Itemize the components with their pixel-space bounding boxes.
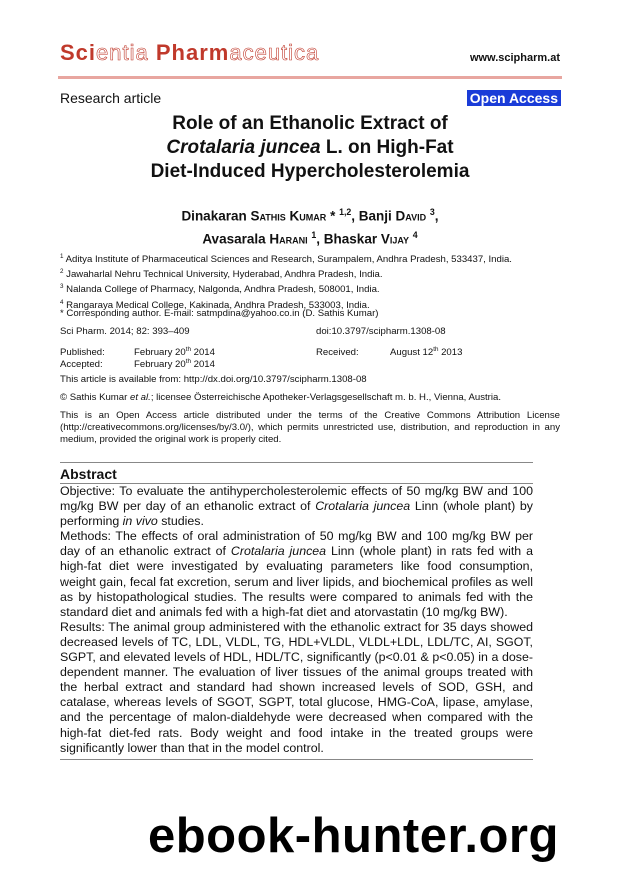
abstract-results: Results: The animal group administered with the ethanolic extract for 35 days showed decreased levels of TC, LDL, VLDL, TG, HDL+VLDL, VLDL+LDL, LDL/TC, AI, SGOT, SGPT, and elevated levels of HDL, HDL/TC, significantly (p<0.01 & p<0.05) in a dose-dependent manner. The evaluation of liver tissues of the animal groups treated with the herbal extract and standard had shown increased levels of SOD, GSH, and catalase, whereas levels of SGOT, SGPT, total glucose, HMG-CoA, lipase, amylase, and the percentage of malon-dialdehyde were decreased when compared with the high-fat diet-fed rats. Body weight and food intake in the treated groups were significantly lower than that in the model control. bbox=[60, 619, 533, 755]
copyright-post: ; licensee Österreichische Apotheker-Verlagsgesellschaft m. b. H., Vienna, Austria. bbox=[150, 392, 501, 403]
copyright-note bbox=[60, 392, 560, 404]
affiliation-2 bbox=[60, 266, 560, 281]
received-label: Received: bbox=[316, 347, 359, 359]
title-line-3: Diet-Induced Hypercholesterolemia bbox=[150, 161, 470, 182]
title-species: Crotalaria juncea bbox=[166, 137, 321, 158]
author-2-affil: 3 bbox=[429, 207, 435, 217]
journal-logo bbox=[60, 40, 319, 66]
objective-text-c: studies. bbox=[157, 514, 204, 529]
methods-text-a: Methods: The effects of oral administration of 50 mg/kg BW and 100 mg/kg BW per day of an ethanolic extract of bbox=[60, 529, 533, 559]
logo-text-1: Sci bbox=[60, 40, 97, 65]
accepted-date bbox=[60, 356, 215, 371]
affiliations bbox=[60, 251, 560, 312]
author-2-last: David bbox=[395, 208, 427, 224]
availability-note: This article is available from: http://dx.doi.org/10.3797/scipharm.1308-08 bbox=[60, 374, 367, 385]
author-3-first: Avasarala bbox=[202, 231, 270, 246]
accepted-label: Accepted: bbox=[60, 359, 103, 371]
received-value: August 12 bbox=[390, 347, 434, 359]
article-type: Research article bbox=[60, 90, 162, 106]
author-2-first: Banji bbox=[358, 208, 396, 224]
affiliation-num: 3 bbox=[60, 283, 64, 291]
affiliation-num: 2 bbox=[60, 268, 64, 276]
license-note: This is an Open Access article distributed under the terms of the Creative Commons Attribution License (http://creativecommons.org/licenses/by/3.0/), which permits unrestricted use, distribution, and reproduction in any medium, provided the original work is properly cited. bbox=[60, 410, 560, 445]
journal-url[interactable]: www.scipharm.at bbox=[469, 52, 560, 64]
accepted-year: 2014 bbox=[190, 359, 215, 371]
logo-text-3: Pharm bbox=[148, 40, 230, 65]
affiliation-text: Rangaraya Medical College, Kakinada, Andhra Pradesh, 533003, India. bbox=[66, 299, 370, 311]
abstract-section bbox=[60, 462, 533, 760]
author-list bbox=[60, 203, 560, 248]
authors-line-2: Avasarala Harani $^1$, Bhaskar Vijay $^4$ bbox=[202, 229, 418, 246]
abstract-bottom-rule bbox=[60, 759, 533, 760]
author-3-affil: 1 bbox=[311, 229, 317, 240]
received-date bbox=[316, 344, 462, 359]
doi[interactable]: doi:10.3797/scipharm.1308-08 bbox=[316, 326, 446, 337]
author-4-last: Vijay bbox=[380, 231, 410, 246]
author-4-affil: 4 bbox=[412, 229, 418, 240]
affiliation-text: Aditya Institute of Pharmaceutical Sciences and Research, Surampalem, Andhra Pradesh, 533437, India. bbox=[65, 254, 512, 266]
logo-text-2: entia bbox=[96, 40, 149, 65]
corresponding-author: * Corresponding author. E-mail: satmpdina@yahoo.co.in (D. Sathis Kumar) bbox=[60, 308, 379, 319]
author-1-last: Sathis Kumar bbox=[250, 208, 327, 224]
objective-text-a: Objective: To evaluate the antihypercholesterolemic effects of 50 mg/kg BW and 100 mg/kg BW per day of an ethanolic extract of bbox=[60, 484, 533, 514]
header-divider bbox=[58, 76, 562, 79]
received-year: 2013 bbox=[438, 347, 463, 359]
abstract-objective bbox=[60, 484, 533, 529]
published-year: 2014 bbox=[190, 347, 215, 359]
accepted-sup: th bbox=[185, 358, 191, 365]
affiliation-num: 4 bbox=[60, 298, 64, 306]
article-title bbox=[60, 112, 560, 184]
title-line-2-rest: L. on High-Fat bbox=[320, 137, 454, 158]
affiliation-3 bbox=[60, 281, 560, 296]
accepted-value: February 20 bbox=[134, 359, 186, 371]
author-1-affil: 1,2 bbox=[339, 207, 352, 217]
authors-line-1: Dinakaran Sathis Kumar * $^{1,2}$, Banji David $^3$, bbox=[181, 207, 439, 224]
abstract-heading: Abstract bbox=[60, 466, 117, 482]
copyright-etal: et al. bbox=[130, 392, 151, 403]
author-1-first: Dinakaran bbox=[181, 208, 251, 224]
citation: Sci Pharm. 2014; 82: 393–409 bbox=[60, 326, 190, 337]
open-access-badge: Open Access bbox=[467, 90, 561, 106]
title-line-2 bbox=[60, 136, 560, 160]
author-4-first: Bhaskar bbox=[323, 231, 381, 246]
affiliation-num: 1 bbox=[60, 253, 64, 260]
published-label: Published: bbox=[60, 347, 105, 359]
abstract-methods bbox=[60, 529, 533, 620]
affiliation-text: Jawaharlal Nehru Technical University, Hyderabad, Andhra Pradesh, India. bbox=[66, 269, 383, 281]
published-sup: th bbox=[185, 346, 191, 353]
published-value: February 20 bbox=[134, 347, 186, 359]
objective-invivo: in vivo bbox=[122, 514, 158, 529]
logo-text-4: aceutica bbox=[229, 40, 320, 65]
affiliation-text: Nalanda College of Pharmacy, Nalgonda, Andhra Pradesh, 508001, India. bbox=[66, 284, 380, 296]
title-line-1: Role of an Ethanolic Extract of bbox=[172, 113, 448, 134]
affiliation-1 bbox=[60, 251, 560, 266]
methods-text-b: Linn (whole plant) in rats fed with a high-fat diet were investigated by evaluating parameters like food consumption, weight gain, fecal fat excretion, serum and liver lipids, and biochemical profiles as well as by histopathological studies. The results were compared to animals fed with the standard diet and animals fed with a high-fat diet and atorvastatin (10 mg/kg BW). bbox=[60, 544, 533, 619]
abstract-body bbox=[60, 484, 533, 759]
watermark: ebook-hunter.org bbox=[148, 809, 559, 863]
methods-species: Crotalaria juncea bbox=[230, 544, 327, 559]
received-sup: th bbox=[433, 346, 439, 353]
author-3-last: Harani bbox=[269, 231, 308, 246]
objective-text-b: Linn (whole plant) by performing bbox=[60, 499, 533, 529]
copyright-pre: © Sathis Kumar bbox=[60, 392, 130, 403]
objective-species: Crotalaria juncea bbox=[315, 499, 411, 514]
